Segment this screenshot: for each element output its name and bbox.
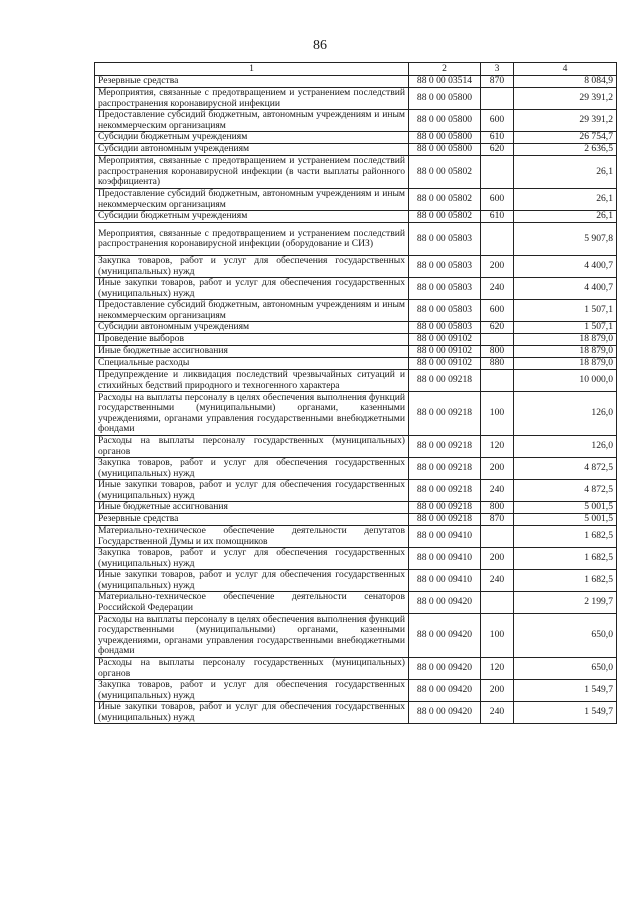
table-row xyxy=(95,436,617,458)
row-type-cell: 200 xyxy=(481,548,514,570)
row-sum-cell: 26,1 xyxy=(514,211,617,223)
row-code-cell: 88 0 00 09218 xyxy=(409,514,481,526)
row-sum-cell: 29 391,2 xyxy=(514,88,617,110)
row-name-cell: Материально-техническое обеспечение деятельности сенаторов Российской Федерации xyxy=(95,592,409,614)
row-sum-cell: 29 391,2 xyxy=(514,110,617,132)
row-code-cell: 88 0 00 03514 xyxy=(409,76,481,88)
row-sum-cell: 26 754,7 xyxy=(514,132,617,144)
page-number: 86 xyxy=(313,38,327,53)
table-row xyxy=(95,334,617,346)
table-row xyxy=(95,658,617,680)
row-name-cell: Предупреждение и ликвидация последствий чрезвычайных ситуаций и стихийных бедствий природного и техногенного характера xyxy=(95,370,409,392)
row-name-cell: Иные бюджетные ассигнования xyxy=(95,346,409,358)
column-header-name: 1 xyxy=(95,63,409,76)
row-code-cell: 88 0 00 05802 xyxy=(409,156,481,189)
row-code-cell: 88 0 00 05800 xyxy=(409,144,481,156)
row-sum-cell: 4 872,5 xyxy=(514,458,617,480)
row-type-cell: 240 xyxy=(481,480,514,502)
row-name-cell: Резервные средства xyxy=(95,514,409,526)
table-row xyxy=(95,88,617,110)
row-code-cell: 88 0 00 09420 xyxy=(409,592,481,614)
column-header-sum: 4 xyxy=(514,63,617,76)
table-row xyxy=(95,189,617,211)
row-name-cell: Резервные средства xyxy=(95,76,409,88)
row-type-cell: 620 xyxy=(481,322,514,334)
table-row xyxy=(95,370,617,392)
row-name-cell: Предоставление субсидий бюджетным, автономным учреждениям и иным некоммерческим организациям xyxy=(95,300,409,322)
row-name-cell: Мероприятия, связанные с предотвращением и устранением последствий распространения коронавирусной инфекции (в части выплаты районного коэффициента) xyxy=(95,156,409,189)
row-code-cell: 88 0 00 05802 xyxy=(409,211,481,223)
row-type-cell: 100 xyxy=(481,392,514,436)
row-code-cell: 88 0 00 05800 xyxy=(409,132,481,144)
row-sum-cell: 18 879,0 xyxy=(514,334,617,346)
row-sum-cell: 4 872,5 xyxy=(514,480,617,502)
row-name-cell: Расходы на выплаты персоналу государственных (муниципальных) органов xyxy=(95,436,409,458)
row-code-cell: 88 0 00 09102 xyxy=(409,346,481,358)
row-type-cell: 800 xyxy=(481,502,514,514)
row-type-cell: 800 xyxy=(481,346,514,358)
row-type-cell: 240 xyxy=(481,570,514,592)
row-code-cell: 88 0 00 05803 xyxy=(409,300,481,322)
row-type-cell: 620 xyxy=(481,144,514,156)
row-type-cell: 100 xyxy=(481,614,514,658)
table-row xyxy=(95,480,617,502)
row-code-cell: 88 0 00 09420 xyxy=(409,680,481,702)
row-name-cell: Предоставление субсидий бюджетным, автономным учреждениям и иным некоммерческим организациям xyxy=(95,110,409,132)
row-code-cell: 88 0 00 09218 xyxy=(409,370,481,392)
row-name-cell: Проведение выборов xyxy=(95,334,409,346)
row-sum-cell: 10 000,0 xyxy=(514,370,617,392)
row-sum-cell: 26,1 xyxy=(514,189,617,211)
row-sum-cell: 1 549,7 xyxy=(514,702,617,724)
table-row xyxy=(95,680,617,702)
row-name-cell: Закупка товаров, работ и услуг для обеспечения государственных (муниципальных) нужд xyxy=(95,256,409,278)
row-name-cell: Предоставление субсидий бюджетным, автономным учреждениям и иным некоммерческим организациям xyxy=(95,189,409,211)
table-row xyxy=(95,702,617,724)
row-type-cell: 240 xyxy=(481,278,514,300)
row-sum-cell: 1 507,1 xyxy=(514,322,617,334)
row-type-cell: 870 xyxy=(481,76,514,88)
row-sum-cell: 1 549,7 xyxy=(514,680,617,702)
row-type-cell: 200 xyxy=(481,680,514,702)
table-row xyxy=(95,502,617,514)
table-row xyxy=(95,211,617,223)
budget-table xyxy=(94,62,617,724)
row-type-cell xyxy=(481,156,514,189)
row-sum-cell: 2 199,7 xyxy=(514,592,617,614)
row-sum-cell: 5 001,5 xyxy=(514,502,617,514)
table-row xyxy=(95,132,617,144)
row-type-cell xyxy=(481,526,514,548)
row-type-cell: 610 xyxy=(481,211,514,223)
row-code-cell: 88 0 00 09410 xyxy=(409,570,481,592)
row-code-cell: 88 0 00 09420 xyxy=(409,658,481,680)
row-type-cell: 240 xyxy=(481,702,514,724)
row-type-cell: 120 xyxy=(481,436,514,458)
row-name-cell: Мероприятия, связанные с предотвращением и устранением последствий распространения коронавирусной инфекции xyxy=(95,88,409,110)
row-sum-cell: 1 682,5 xyxy=(514,526,617,548)
row-code-cell: 88 0 00 05803 xyxy=(409,223,481,256)
table-row xyxy=(95,548,617,570)
row-sum-cell: 8 084,9 xyxy=(514,76,617,88)
table-row xyxy=(95,570,617,592)
table-row xyxy=(95,458,617,480)
row-code-cell: 88 0 00 09102 xyxy=(409,358,481,370)
row-sum-cell: 2 636,5 xyxy=(514,144,617,156)
row-name-cell: Материально-техническое обеспечение деятельности депутатов Государственной Думы и их помощников xyxy=(95,526,409,548)
column-header-code: 2 xyxy=(409,63,481,76)
row-code-cell: 88 0 00 05803 xyxy=(409,256,481,278)
table-row xyxy=(95,223,617,256)
column-header-type: 3 xyxy=(481,63,514,76)
table-row xyxy=(95,322,617,334)
row-type-cell xyxy=(481,334,514,346)
row-sum-cell: 1 682,5 xyxy=(514,548,617,570)
row-type-cell: 610 xyxy=(481,132,514,144)
row-sum-cell: 18 879,0 xyxy=(514,358,617,370)
table-row xyxy=(95,614,617,658)
row-type-cell xyxy=(481,88,514,110)
row-type-cell: 120 xyxy=(481,658,514,680)
row-sum-cell: 650,0 xyxy=(514,658,617,680)
row-sum-cell: 4 400,7 xyxy=(514,278,617,300)
row-name-cell: Специальные расходы xyxy=(95,358,409,370)
table-body xyxy=(95,76,617,724)
table-row xyxy=(95,144,617,156)
table-row xyxy=(95,514,617,526)
row-sum-cell: 650,0 xyxy=(514,614,617,658)
row-code-cell: 88 0 00 09102 xyxy=(409,334,481,346)
row-code-cell: 88 0 00 05800 xyxy=(409,110,481,132)
table-row xyxy=(95,346,617,358)
row-type-cell: 880 xyxy=(481,358,514,370)
row-sum-cell: 5 907,8 xyxy=(514,223,617,256)
table-row xyxy=(95,110,617,132)
row-code-cell: 88 0 00 09410 xyxy=(409,548,481,570)
row-type-cell: 200 xyxy=(481,256,514,278)
row-code-cell: 88 0 00 09218 xyxy=(409,502,481,514)
row-name-cell: Субсидии бюджетным учреждениям xyxy=(95,211,409,223)
row-sum-cell: 5 001,5 xyxy=(514,514,617,526)
row-name-cell: Мероприятия, связанные с предотвращением и устранением последствий распространения коронавирусной инфекции (оборудование и СИЗ) xyxy=(95,223,409,256)
row-name-cell: Закупка товаров, работ и услуг для обеспечения государственных (муниципальных) нужд xyxy=(95,680,409,702)
table-row xyxy=(95,526,617,548)
table-row xyxy=(95,156,617,189)
row-name-cell: Иные закупки товаров, работ и услуг для обеспечения государственных (муниципальных) нужд xyxy=(95,570,409,592)
table-row xyxy=(95,592,617,614)
row-type-cell xyxy=(481,370,514,392)
row-name-cell: Закупка товаров, работ и услуг для обеспечения государственных (муниципальных) нужд xyxy=(95,458,409,480)
row-name-cell: Закупка товаров, работ и услуг для обеспечения государственных (муниципальных) нужд xyxy=(95,548,409,570)
row-sum-cell: 126,0 xyxy=(514,392,617,436)
row-name-cell: Иные бюджетные ассигнования xyxy=(95,502,409,514)
row-code-cell: 88 0 00 05800 xyxy=(409,88,481,110)
row-name-cell: Субсидии бюджетным учреждениям xyxy=(95,132,409,144)
row-name-cell: Иные закупки товаров, работ и услуг для обеспечения государственных (муниципальных) нужд xyxy=(95,278,409,300)
row-code-cell: 88 0 00 05803 xyxy=(409,322,481,334)
row-code-cell: 88 0 00 09420 xyxy=(409,614,481,658)
row-code-cell: 88 0 00 09218 xyxy=(409,392,481,436)
row-sum-cell: 18 879,0 xyxy=(514,346,617,358)
row-sum-cell: 26,1 xyxy=(514,156,617,189)
row-name-cell: Расходы на выплаты персоналу в целях обеспечения выполнения функций государственными (муниципальными) органами, казенными учреждениями, органами управления государственными внебюджетными фондами xyxy=(95,392,409,436)
row-name-cell: Расходы на выплаты персоналу государственных (муниципальных) органов xyxy=(95,658,409,680)
row-code-cell: 88 0 00 09218 xyxy=(409,458,481,480)
row-code-cell: 88 0 00 05802 xyxy=(409,189,481,211)
row-code-cell: 88 0 00 09420 xyxy=(409,702,481,724)
row-sum-cell: 4 400,7 xyxy=(514,256,617,278)
table-row xyxy=(95,392,617,436)
row-type-cell: 870 xyxy=(481,514,514,526)
row-code-cell: 88 0 00 05803 xyxy=(409,278,481,300)
row-sum-cell: 1 682,5 xyxy=(514,570,617,592)
table-row xyxy=(95,358,617,370)
table-row xyxy=(95,76,617,88)
row-code-cell: 88 0 00 09218 xyxy=(409,436,481,458)
row-name-cell: Субсидии автономным учреждениям xyxy=(95,322,409,334)
table-header-row xyxy=(95,63,617,76)
row-code-cell: 88 0 00 09410 xyxy=(409,526,481,548)
row-sum-cell: 126,0 xyxy=(514,436,617,458)
row-code-cell: 88 0 00 09218 xyxy=(409,480,481,502)
row-name-cell: Расходы на выплаты персоналу в целях обеспечения выполнения функций государственными (муниципальными) органами, казенными учреждениями, органами управления государственными внебюджетными фондами xyxy=(95,614,409,658)
row-name-cell: Иные закупки товаров, работ и услуг для обеспечения государственных (муниципальных) нужд xyxy=(95,480,409,502)
table-row xyxy=(95,256,617,278)
row-type-cell: 200 xyxy=(481,458,514,480)
row-type-cell: 600 xyxy=(481,300,514,322)
table-row xyxy=(95,300,617,322)
row-type-cell: 600 xyxy=(481,189,514,211)
row-type-cell xyxy=(481,592,514,614)
row-name-cell: Иные закупки товаров, работ и услуг для обеспечения государственных (муниципальных) нужд xyxy=(95,702,409,724)
table-row xyxy=(95,278,617,300)
row-sum-cell: 1 507,1 xyxy=(514,300,617,322)
row-type-cell xyxy=(481,223,514,256)
row-name-cell: Субсидии автономным учреждениям xyxy=(95,144,409,156)
row-type-cell: 600 xyxy=(481,110,514,132)
